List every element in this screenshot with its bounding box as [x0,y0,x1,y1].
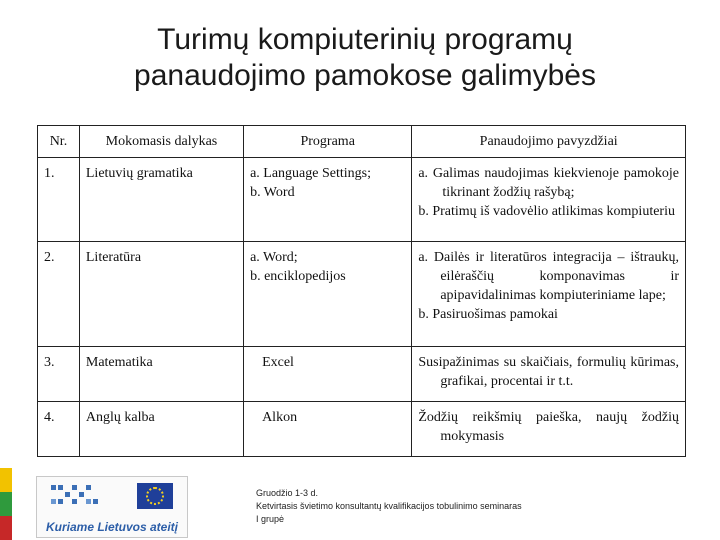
cell-examples [412,158,686,242]
program-item: a. Word; [250,250,298,265]
cell-examples [412,242,686,347]
table-row [38,347,686,402]
cell-program [244,158,412,242]
table-header-row [38,126,686,158]
program-item: b. Word [250,185,295,200]
example-item: b. Pratimų iš vadovėlio atlikimas kompiuteriu [418,204,675,219]
cell-nr: 2. [38,242,80,347]
program-item: Alkon [262,410,298,425]
header-subject: Mokomasis dalykas [79,126,243,158]
cell-program [244,402,412,457]
cell-nr: 1. [38,158,80,242]
cell-program [244,347,412,402]
footer-date: Gruodžio 1-3 d. [256,488,319,498]
cell-nr: 4. [38,402,80,457]
cell-program [244,242,412,347]
example-item: b. Pasiruošimas pamokai [418,307,558,322]
cell-examples [412,402,686,457]
footer-seminar: Ketvirtasis švietimo konsultantų kvalifikacijos tobulinimo seminaras [256,501,522,511]
example-item: Žodžių reikšmių paieška, naujų žodžių mokymasis [418,410,679,444]
cell-nr: 3. [38,347,80,402]
slide-title-line2: panaudojimo pamokose galimybės [134,59,596,92]
eu-flag-icon [137,483,173,509]
footer-group: I grupė [256,514,285,524]
stripe-green [0,492,12,516]
slide-title-line1: Turimų kompiuterinių programų [157,23,573,56]
slide-title [0,22,720,94]
program-item: a. Language Settings; [250,166,371,181]
program-item: b. enciklopedijos [250,269,346,284]
color-stripes [0,468,12,540]
header-program: Programa [244,126,412,158]
example-item: Susipažinimas su skaičiais, formulių kūrimas, grafikai, procentai ir t.t. [418,355,679,389]
cell-subject: Matematika [79,347,243,402]
ministry-logo-icon [51,485,103,509]
table-row [38,402,686,457]
table-row [38,242,686,347]
program-item: Excel [262,355,294,370]
cell-subject: Lietuvių gramatika [79,158,243,242]
logo-slogan: Kuriame Lietuvos ateitį [45,520,179,534]
footer-info [256,487,522,526]
cell-subject: Literatūra [79,242,243,347]
cell-examples [412,347,686,402]
programs-table [37,125,686,457]
stripe-yellow [0,468,12,492]
example-item: a. Galimas naudojimas kiekvienoje pamokoje tikrinant žodžių rašybą; [418,166,679,200]
example-item: a. Dailės ir literatūros integracija – ištraukų, eilėraščių komponavimas ir apipavidalinimas kompiuteriniame lape; [418,250,679,303]
table-row [38,158,686,242]
header-nr: Nr. [38,126,80,158]
header-examples: Panaudojimo pavyzdžiai [412,126,686,158]
project-logo [36,476,188,538]
cell-subject: Anglų kalba [79,402,243,457]
stripe-red [0,516,12,540]
